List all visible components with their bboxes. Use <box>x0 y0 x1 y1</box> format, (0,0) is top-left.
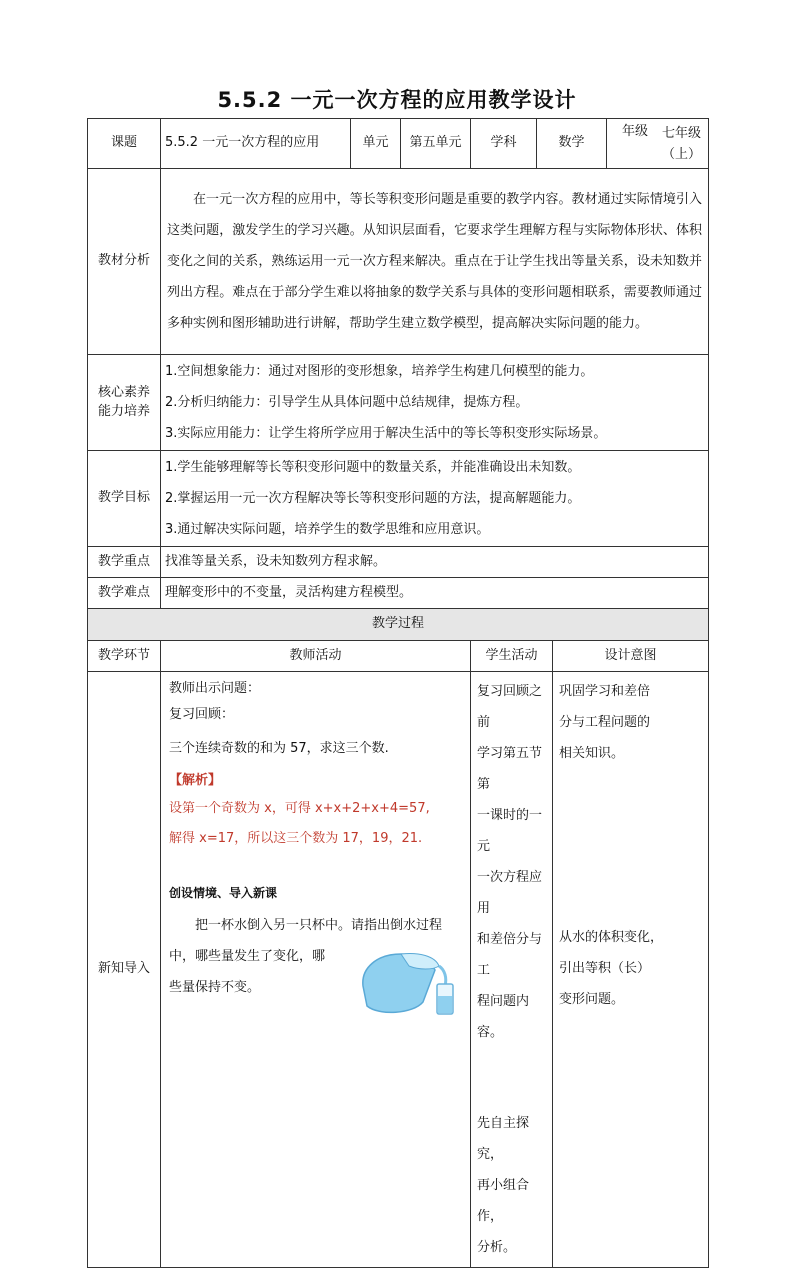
unit-label: 单元 <box>351 119 401 169</box>
literacy-item: 1.空间想象能力：通过对图形的变形想象，培养学生构建几何模型的能力。 <box>165 364 594 379</box>
key-point-text: 找准等量关系，设未知数列方程求解。 <box>161 547 709 578</box>
intent-block-b <box>559 922 702 1015</box>
literacy-list <box>161 355 709 451</box>
scene-line: 把一杯水倒入另一只杯中。请指出倒水过程 <box>195 918 443 933</box>
intent-block-a <box>559 676 702 769</box>
literacy-label-2: 能力培养 <box>97 403 150 419</box>
grade-value <box>659 123 704 165</box>
col-stage-header: 教学环节 <box>88 641 161 672</box>
intent-line: 巩固学习和差倍 <box>559 684 651 699</box>
analysis-tag: 【解析】 <box>169 773 222 788</box>
student-activity <box>471 672 553 1268</box>
student-line: 学习第五节第 <box>477 746 543 792</box>
student-line: 一次方程应用 <box>477 870 543 916</box>
goal-item: 1.学生能够理解等长等积变形问题中的数量关系，并能准确设出未知数。 <box>165 460 581 475</box>
intent-line: 从水的体积变化， <box>559 930 664 945</box>
grade-label: 年级 <box>622 123 649 139</box>
student-line: 先自主探究， <box>477 1116 530 1162</box>
water-pouring-icon <box>357 940 457 1018</box>
literacy-label <box>88 355 161 451</box>
teacher-line: 复习回顾： <box>169 707 235 722</box>
goal-item: 3.通过解决实际问题，培养学生的数学思维和应用意识。 <box>165 522 490 537</box>
design-intent <box>553 672 709 1268</box>
difficulty-label: 教学难点 <box>88 578 161 609</box>
problem-text: 三个连续奇数的和为 57，求这三个数. <box>169 741 389 756</box>
scene-title: 创设情境、导入新课 <box>169 886 278 900</box>
literacy-item: 2.分析归纳能力：引导学生从具体问题中总结规律，提炼方程。 <box>165 395 529 410</box>
scene-line: 些量保持不变。 <box>169 980 261 995</box>
teacher-line: 教师出示问题： <box>169 681 261 696</box>
goals-list <box>161 451 709 547</box>
grade-value-1: 七年级 <box>662 125 702 141</box>
grade-cell <box>607 119 709 169</box>
student-line: 和差倍分与工 <box>477 932 543 978</box>
goals-label: 教学目标 <box>88 451 161 547</box>
unit-value: 第五单元 <box>401 119 471 169</box>
intent-line: 变形问题。 <box>559 992 625 1007</box>
student-line: 程问题内容。 <box>477 994 530 1040</box>
solution-line: 设第一个奇数为 x，可得 x+x+2+x+4=57, <box>169 801 430 816</box>
difficulty-text: 理解变形中的不变量，灵活构建方程模型。 <box>161 578 709 609</box>
col-student-header: 学生活动 <box>471 641 553 672</box>
subject-label: 学科 <box>471 119 537 169</box>
key-point-label: 教学重点 <box>88 547 161 578</box>
col-intent-header: 设计意图 <box>553 641 709 672</box>
scene-line: 中，哪些量发生了变化，哪 <box>169 949 326 964</box>
topic-label: 课题 <box>88 119 161 169</box>
page-title: 5.5.2 一元一次方程的应用教学设计 <box>217 88 577 112</box>
student-block-b <box>477 1108 546 1263</box>
process-header: 教学过程 <box>88 609 709 641</box>
intent-line: 相关知识。 <box>559 746 625 761</box>
solution-line: 解得 x=17，所以这三个数为 17，19，21. <box>169 831 423 846</box>
grade-value-2: （上） <box>662 146 702 162</box>
student-line: 再小组合作， <box>477 1178 530 1224</box>
stage-cell: 新知导入 <box>88 672 161 1268</box>
scene-block <box>169 910 462 1003</box>
student-block-a <box>477 676 546 1048</box>
student-line: 一课时的一元 <box>477 808 543 854</box>
topic-value: 5.5.2 一元一次方程的应用 <box>161 119 351 169</box>
intent-line: 分与工程问题的 <box>559 715 651 730</box>
literacy-item: 3.实际应用能力：让学生将所学应用于解决生活中的等长等积变形实际场景。 <box>165 426 607 441</box>
subject-value: 数学 <box>537 119 607 169</box>
analysis-label: 教材分析 <box>88 169 161 355</box>
col-teacher-header: 教师活动 <box>161 641 471 672</box>
student-line: 分析。 <box>477 1240 517 1255</box>
intent-line: 引出等积（长） <box>559 961 651 976</box>
teacher-activity <box>161 672 471 1268</box>
lesson-plan-table <box>87 118 709 1268</box>
literacy-label-1: 核心素养 <box>97 384 150 400</box>
student-line: 复习回顾之前 <box>477 684 543 730</box>
goal-item: 2.掌握运用一元一次方程解决等长等积变形问题的方法，提高解题能力。 <box>165 491 581 506</box>
analysis-text: 在一元一次方程的应用中，等长等积变形问题是重要的教学内容。教材通过实际情境引入这类问题，激发学生的学习兴趣。从知识层面看，它要求学生理解方程与实际物体形状、体积变化之间的关系，熟练运用一元一次方程来解决。重点在于让学生找出等量关系，设未知数并列出方程。难点在于部分学生难以将抽象的数学关系与具体的变形问题相联系，需要教师通过多种实例和图形辅助进行讲解，帮助学生建立数学模型，提高解决实际问题的能力。 <box>161 169 709 355</box>
